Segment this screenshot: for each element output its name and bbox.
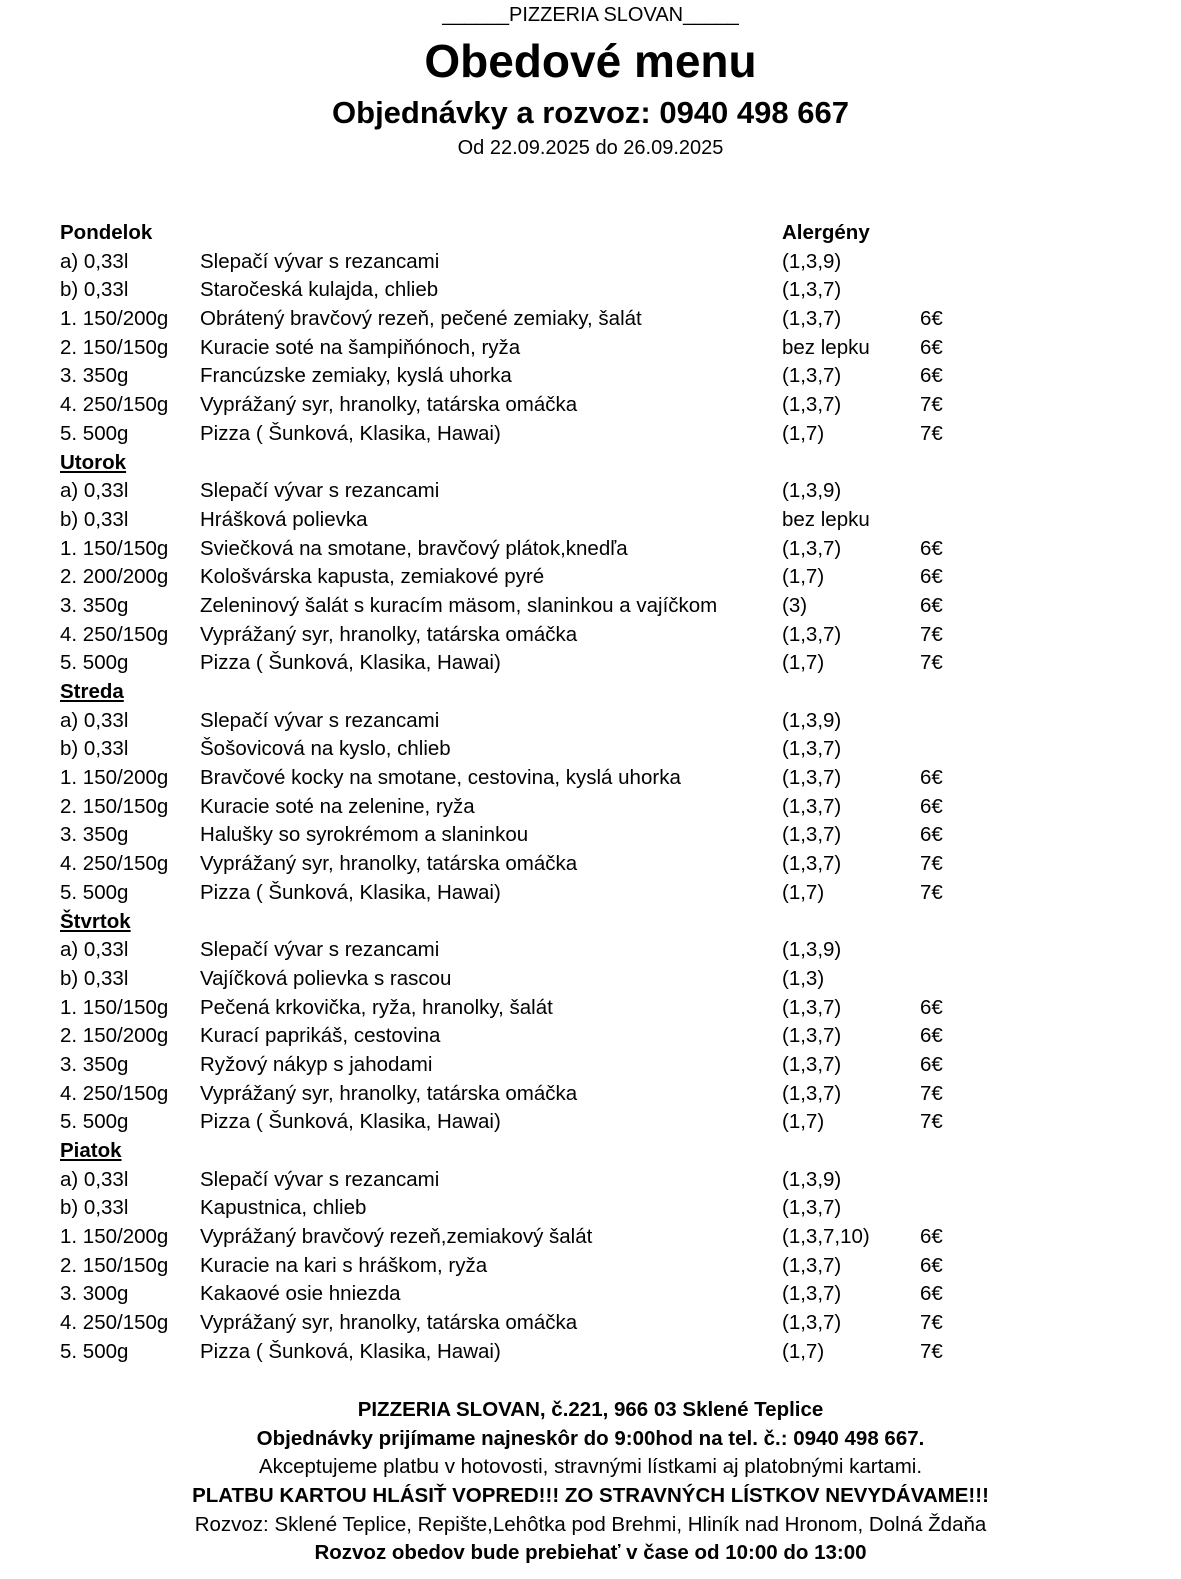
item-price: 6€ <box>920 1052 943 1076</box>
item-allergens: (1,3,7) <box>782 995 842 1019</box>
item-portion: 3. 350g <box>60 823 129 847</box>
menu-item-row <box>60 707 1060 736</box>
item-price: 7€ <box>920 1110 943 1134</box>
day-header-row <box>60 908 1060 937</box>
item-portion: a) 0,33l <box>60 479 129 503</box>
day-header-row <box>60 678 1060 707</box>
menu-item-row <box>60 1194 1060 1223</box>
item-dish: Kuracie soté na šampiňónoch, ryža <box>200 335 521 359</box>
item-allergens: (1,3,9) <box>782 249 842 273</box>
menu-item-row <box>60 1309 1060 1338</box>
item-dish: Slepačí vývar s rezancami <box>200 708 440 732</box>
menu-item-row <box>60 1166 1060 1195</box>
footer-delivery-time: Rozvoz obedov bude prebiehať v čase od 10:00 do 13:00 <box>314 1541 867 1565</box>
menu-item-row <box>60 506 1060 535</box>
day-name: Streda <box>60 680 124 703</box>
item-allergens: (1,3,7) <box>782 364 842 388</box>
footer-warning: PLATBU KARTOU HLÁSIŤ VOPRED!!! ZO STRAVNÝCH LÍSTKOV NEVYDÁVAME!!! <box>192 1484 989 1508</box>
day-name: Utorok <box>60 450 127 474</box>
item-allergens: (1,3,7) <box>782 852 842 876</box>
item-allergens: (1,3,7) <box>782 766 842 790</box>
item-dish: Slepačí vývar s rezancami <box>200 479 440 503</box>
item-price: 6€ <box>920 335 943 359</box>
menu-item-row <box>60 305 1060 334</box>
item-allergens: (1,7) <box>782 651 825 675</box>
item-allergens: (3) <box>782 593 808 617</box>
item-allergens: (1,3,9) <box>782 938 842 962</box>
footer-delivery-area: Rozvoz: Sklené Teplice, Repište,Lehôtka pod Brehmi, Hliník nad Hronom, Dolná Ždaňa <box>194 1512 987 1536</box>
item-dish: Kuracie na kari s hráškom, ryža <box>200 1253 488 1277</box>
item-allergens: (1,3,7) <box>782 823 842 847</box>
item-dish: Staročeská kulajda, chlieb <box>200 278 439 302</box>
item-price: 6€ <box>920 794 943 818</box>
item-dish: Pizza ( Šunková, Klasika, Hawai) <box>200 651 501 675</box>
item-dish: Šošovicová na kyslo, chlieb <box>200 737 451 761</box>
item-dish: Kapustnica, chlieb <box>200 1196 367 1220</box>
item-dish: Slepačí vývar s rezancami <box>200 1167 440 1191</box>
item-price: 6€ <box>920 307 943 331</box>
item-portion: b) 0,33l <box>60 1196 129 1220</box>
item-dish: Pečená krkovička, ryža, hranolky, šalát <box>200 995 553 1019</box>
item-portion: b) 0,33l <box>60 507 129 531</box>
weekly-menu <box>60 219 1060 1367</box>
item-price: 6€ <box>920 1225 943 1249</box>
item-dish: Vyprážaný syr, hranolky, tatárska omáčka <box>200 852 578 876</box>
item-allergens: (1,3,7) <box>782 1081 842 1105</box>
item-portion: 4. 250/150g <box>60 852 169 876</box>
day-header-row <box>60 1137 1060 1166</box>
item-portion: b) 0,33l <box>60 278 129 302</box>
menu-item-row <box>60 420 1060 449</box>
item-allergens: (1,3,7) <box>782 1282 842 1306</box>
menu-item-row <box>60 1080 1060 1109</box>
footer <box>0 1396 1181 1568</box>
menu-item-row <box>60 850 1060 879</box>
item-allergens: (1,3,7) <box>782 536 842 560</box>
item-dish: Kuracie soté na zelenine, ryža <box>200 794 475 818</box>
page-title: Obedové menu <box>424 35 757 87</box>
item-allergens: (1,7) <box>782 880 825 904</box>
footer-payment: Akceptujeme platbu v hotovosti, stravnými lístkami aj platobnými kartami. <box>258 1455 923 1479</box>
item-allergens: (1,3,7) <box>782 1253 842 1277</box>
item-dish: Kurací paprikáš, cestovina <box>200 1024 441 1048</box>
item-portion: 1. 150/200g <box>60 766 169 790</box>
menu-item-row <box>60 1022 1060 1051</box>
item-portion: 2. 150/150g <box>60 1253 169 1277</box>
item-portion: 2. 150/200g <box>60 1024 169 1048</box>
item-portion: 5. 500g <box>60 1110 129 1134</box>
item-price: 7€ <box>920 852 943 876</box>
item-portion: 2. 200/200g <box>60 565 169 589</box>
item-dish: Slepačí vývar s rezancami <box>200 249 440 273</box>
menu-item-row <box>60 1252 1060 1281</box>
item-allergens: (1,7) <box>782 421 825 445</box>
brand-header: ______PIZZERIA SLOVAN_____ <box>442 4 739 26</box>
item-allergens: (1,3,7) <box>782 1311 842 1335</box>
item-allergens: bez lepku <box>782 335 870 359</box>
menu-item-row <box>60 535 1060 564</box>
item-portion: 4. 250/150g <box>60 1081 169 1105</box>
item-portion: 4. 250/150g <box>60 622 169 646</box>
item-dish: Pizza ( Šunková, Klasika, Hawai) <box>200 421 501 445</box>
item-portion: 5. 500g <box>60 651 129 675</box>
item-price: 7€ <box>920 393 943 417</box>
item-allergens: (1,3,9) <box>782 708 842 732</box>
menu-item-row <box>60 592 1060 621</box>
item-portion: b) 0,33l <box>60 966 129 990</box>
item-price: 7€ <box>920 1081 943 1105</box>
date-range: Od 22.09.2025 do 26.09.2025 <box>457 137 724 159</box>
item-allergens: (1,7) <box>782 1110 825 1134</box>
item-allergens: (1,3) <box>782 966 825 990</box>
item-price: 6€ <box>920 536 943 560</box>
item-portion: 1. 150/200g <box>60 1225 169 1249</box>
item-price: 6€ <box>920 565 943 589</box>
day-name: Piatok <box>60 1139 122 1162</box>
item-price: 7€ <box>920 622 943 646</box>
item-price: 6€ <box>920 364 943 388</box>
item-dish: Obrátený bravčový rezeň, pečené zemiaky, šalát <box>200 307 642 331</box>
menu-item-row <box>60 649 1060 678</box>
menu-item-row <box>60 793 1060 822</box>
menu-item-row <box>60 391 1060 420</box>
item-price: 7€ <box>920 421 943 445</box>
item-portion: 1. 150/150g <box>60 536 169 560</box>
menu-item-row <box>60 334 1060 363</box>
item-price: 6€ <box>920 1024 943 1048</box>
item-allergens: (1,3,7) <box>782 794 842 818</box>
item-price: 6€ <box>920 1253 943 1277</box>
item-price: 7€ <box>920 651 943 675</box>
item-portion: 5. 500g <box>60 421 129 445</box>
menu-item-row <box>60 965 1060 994</box>
item-price: 6€ <box>920 766 943 790</box>
item-dish: Kakaové osie hniezda <box>200 1282 401 1306</box>
item-price: 7€ <box>920 880 943 904</box>
allergens-header: Alergény <box>782 221 870 244</box>
item-dish: Kološvárska kapusta, zemiakové pyré <box>200 565 545 589</box>
item-allergens: (1,3,7) <box>782 393 842 417</box>
menu-item-row <box>60 477 1060 506</box>
item-price: 6€ <box>920 995 943 1019</box>
item-dish: Vajíčková polievka s rascou <box>200 966 452 990</box>
item-price: 6€ <box>920 823 943 847</box>
item-allergens: (1,3,9) <box>782 479 842 503</box>
item-dish: Zeleninový šalát s kuracím mäsom, slaninkou a vajíčkom <box>200 593 718 617</box>
menu-item-row <box>60 362 1060 391</box>
menu-item-row <box>60 248 1060 277</box>
item-dish: Sviečková na smotane, bravčový plátok,knedľa <box>200 536 628 560</box>
item-dish: Vyprážaný syr, hranolky, tatárska omáčka <box>200 1081 578 1105</box>
menu-item-row <box>60 1223 1060 1252</box>
item-dish: Pizza ( Šunková, Klasika, Hawai) <box>200 880 501 904</box>
menu-item-row <box>60 1051 1060 1080</box>
menu-item-row <box>60 563 1060 592</box>
item-price: 7€ <box>920 1339 943 1363</box>
item-portion: 3. 350g <box>60 593 129 617</box>
item-portion: 2. 150/150g <box>60 794 169 818</box>
menu-item-row <box>60 879 1060 908</box>
item-allergens: (1,3,7) <box>782 307 842 331</box>
item-dish: Halušky so syrokrémom a slaninkou <box>200 823 529 847</box>
item-dish: Pizza ( Šunková, Klasika, Hawai) <box>200 1110 501 1134</box>
menu-item-row <box>60 994 1060 1023</box>
item-portion: a) 0,33l <box>60 249 129 273</box>
item-dish: Bravčové kocky na smotane, cestovina, kyslá uhorka <box>200 766 681 790</box>
item-allergens: (1,3,7) <box>782 737 842 761</box>
footer-address: PIZZERIA SLOVAN, č.221, 966 03 Sklené Teplice <box>357 1398 824 1421</box>
item-portion: 1. 150/150g <box>60 995 169 1019</box>
day-name: Štvrtok <box>60 909 131 933</box>
menu-item-row <box>60 1338 1060 1367</box>
item-price: 6€ <box>920 593 943 617</box>
item-portion: 4. 250/150g <box>60 1311 169 1335</box>
menu-item-row <box>60 936 1060 965</box>
item-price: 7€ <box>920 1311 943 1335</box>
item-portion: a) 0,33l <box>60 708 129 732</box>
item-allergens: (1,3,7) <box>782 1052 842 1076</box>
item-allergens: (1,3,7) <box>782 622 842 646</box>
item-allergens: (1,7) <box>782 565 825 589</box>
menu-item-row <box>60 764 1060 793</box>
item-allergens: (1,3,7) <box>782 1024 842 1048</box>
item-dish: Pizza ( Šunková, Klasika, Hawai) <box>200 1339 501 1363</box>
day-header-row <box>60 219 1060 248</box>
item-dish: Vyprážaný syr, hranolky, tatárska omáčka <box>200 393 578 417</box>
menu-item-row <box>60 735 1060 764</box>
item-portion: 3. 350g <box>60 1052 129 1076</box>
item-allergens: (1,7) <box>782 1339 825 1363</box>
item-dish: Vyprážaný syr, hranolky, tatárska omáčka <box>200 1311 578 1335</box>
item-allergens: (1,3,7) <box>782 278 842 302</box>
item-dish: Vyprážaný syr, hranolky, tatárska omáčka <box>200 622 578 646</box>
item-portion: 2. 150/150g <box>60 335 169 359</box>
item-portion: 4. 250/150g <box>60 393 169 417</box>
item-dish: Ryžový nákyp s jahodami <box>200 1052 433 1076</box>
item-portion: b) 0,33l <box>60 737 129 761</box>
item-portion: 3. 350g <box>60 364 129 388</box>
menu-item-row <box>60 1108 1060 1137</box>
item-allergens: bez lepku <box>782 507 870 531</box>
item-dish: Slepačí vývar s rezancami <box>200 938 440 962</box>
day-name: Pondelok <box>60 221 153 244</box>
menu-item-row <box>60 621 1060 650</box>
footer-deadline: Objednávky prijímame najneskôr do 9:00hod na tel. č.: 0940 498 667. <box>256 1426 925 1450</box>
menu-item-row <box>60 1280 1060 1309</box>
item-dish: Hrášková polievka <box>200 507 368 531</box>
item-portion: 1. 150/200g <box>60 307 169 331</box>
item-price: 6€ <box>920 1282 943 1306</box>
item-allergens: (1,3,7,10) <box>782 1225 870 1249</box>
item-portion: a) 0,33l <box>60 938 129 962</box>
menu-item-row <box>60 821 1060 850</box>
orders-phone: Objednávky a rozvoz: 0940 498 667 <box>332 95 849 130</box>
item-portion: 5. 500g <box>60 1339 129 1363</box>
item-allergens: (1,3,9) <box>782 1167 842 1191</box>
menu-item-row <box>60 276 1060 305</box>
item-portion: 3. 300g <box>60 1282 129 1306</box>
item-dish: Francúzske zemiaky, kyslá uhorka <box>200 364 512 388</box>
item-allergens: (1,3,7) <box>782 1196 842 1220</box>
day-header-row <box>60 449 1060 478</box>
item-portion: a) 0,33l <box>60 1167 129 1191</box>
item-portion: 5. 500g <box>60 880 129 904</box>
item-dish: Vyprážaný bravčový rezeň,zemiakový šalát <box>200 1225 593 1249</box>
